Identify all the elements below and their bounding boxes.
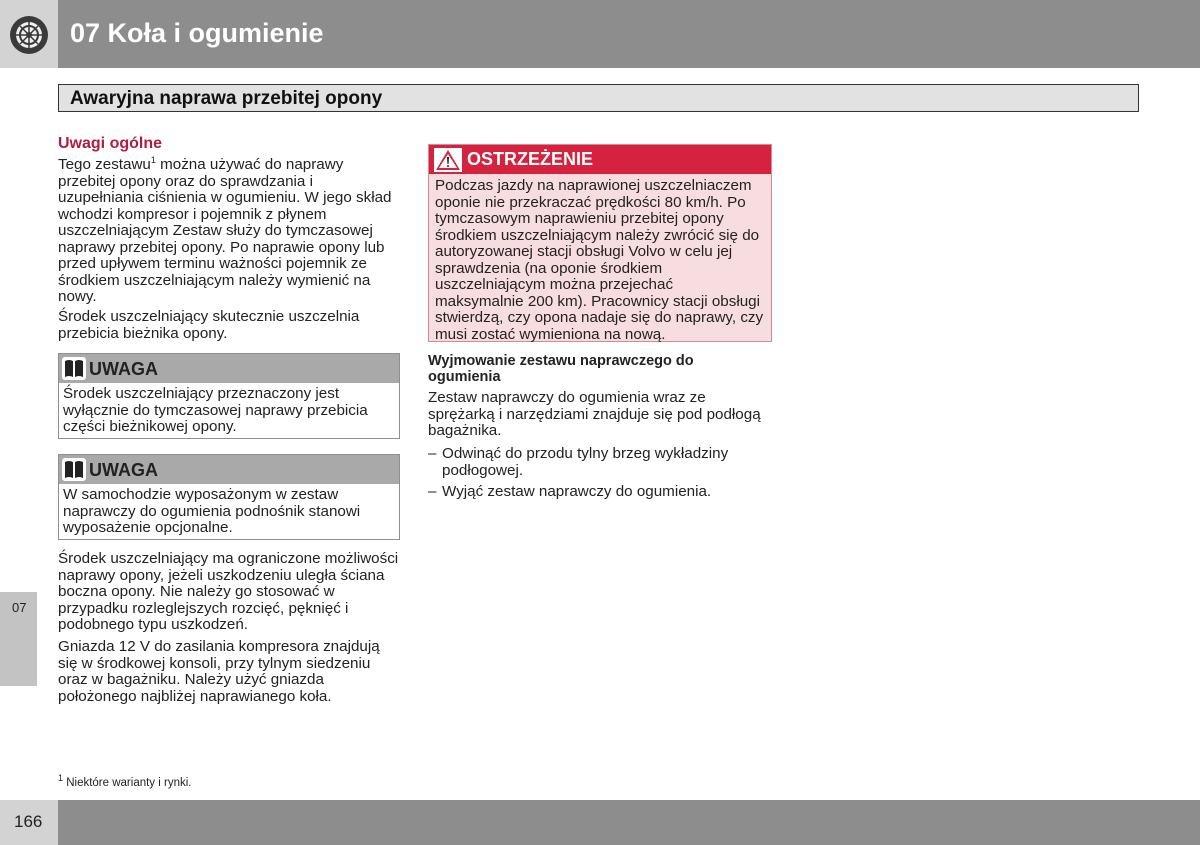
note-book-icon: [61, 457, 87, 482]
limitations-paragraph: Środek uszczelniający ma ograniczone możliwości naprawy opony, jeżeli uszkodzeniu uległa ściana boczna opony. Nie należy go stosować w przypadku rozleglejszych rozcięć, pęknięć i podobnego typu uszkodzeń.: [58, 550, 399, 633]
step-text-1: Odwinąć do przodu tylny brzeg wykładziny podłogowej.: [442, 445, 729, 479]
note-header-2: [59, 455, 399, 484]
chapter-title: 07 Koła i ogumienie: [70, 18, 324, 48]
step-item-2: [428, 484, 768, 501]
footnote: [58, 773, 192, 789]
footnote-ref: 1: [150, 154, 156, 165]
section-title: Awaryjna naprawa przebitej opony: [70, 88, 383, 109]
socket-paragraph: Gniazda 12 V do zasilania kompresora znajdują się w środkowej konsoli, przy tylnym siedzeniu oraz w bagażniku. Należy użyć gniazda położonego najbliżej naprawianego koła.: [58, 638, 380, 705]
removal-heading: Wyjmowanie zestawu naprawczego do ogumienia: [428, 353, 694, 385]
note-body-1: Środek uszczelniający przeznaczony jest wyłącznie do tymczasowej naprawy przebicia części bieżnikowej opony.: [63, 385, 368, 435]
page-number-box: [0, 800, 58, 845]
intro-paragraph: [58, 154, 400, 306]
sealant-paragraph: Środek uszczelniający skutecznie uszczelnia przebicia bieżnika opony.: [58, 308, 360, 342]
step-dash-2: –: [428, 483, 437, 500]
footnote-text: Niektóre warianty i rynki.: [63, 777, 192, 789]
note-header-1: [59, 354, 399, 383]
note-box-1: [58, 353, 400, 439]
general-notes-heading: Uwagi ogólne: [58, 135, 162, 152]
note-box-2: [58, 454, 400, 540]
section-header: [58, 84, 1139, 112]
note-body-2: W samochodzie wyposażonym w zestaw naprawczy do ogumienia podnośnik stanowi wyposażenie opcjonalne.: [63, 486, 361, 536]
warning-header: [429, 145, 771, 174]
removal-paragraph: Zestaw naprawczy do ogumienia wraz ze sprężarką i narzędziami znajduje się pod podłogą bagażnika.: [428, 389, 761, 439]
step-dash-1: –: [428, 445, 437, 462]
chapter-tab-label: 07: [12, 600, 27, 615]
intro-text-start: Tego zestawu: [58, 156, 151, 173]
page-number: 166: [14, 812, 43, 831]
step-item-1: [428, 446, 768, 479]
footnote-marker: 1: [58, 773, 64, 784]
warning-title: OSTRZEŻENIE: [467, 149, 594, 169]
footer-bar: [58, 800, 1200, 845]
note-title-1: UWAGA: [89, 359, 158, 379]
warning-box: [428, 144, 772, 342]
note-title-2: UWAGA: [89, 460, 158, 480]
note-book-icon: [61, 356, 87, 381]
header-icon-box: [0, 0, 58, 68]
warning-triangle-icon: [434, 148, 462, 172]
step-text-2: Wyjąć zestaw naprawczy do ogumienia.: [442, 483, 712, 500]
intro-text-rest: można używać do naprawy przebitej opony oraz do sprawdzania i uzupełniania ciśnienia w ogumieniu. W jego skład wchodzi kompresor i pojemnik z płynem uszczelniającym Zestaw służy do tymczasowej naprawy przebitej opony. Po naprawie opony lub przed upływem terminu ważności pojemnik ze środkiem uszczelniającym należy wymienić na nowy.: [58, 156, 392, 305]
warning-body: Podczas jazdy na naprawionej uszczelniaczem oponie nie przekraczać prędkości 80 km/h. Po tymczasowym naprawieniu przebitej opony środkiem uszczelniającym należy zwrócić się do autoryzowanej stacji obsługi Volvo w celu jej sprawdzenia (na oponie środkiem uszczelniającym można przejechać maksymalnie 200 km). Pracownicy stacji obsługi stwierdzą, czy opona nadaje się do naprawy, czy musi zostać wymieniona na nową.: [435, 177, 764, 343]
chapter-tab: [0, 592, 37, 686]
wheel-icon: [9, 15, 49, 55]
